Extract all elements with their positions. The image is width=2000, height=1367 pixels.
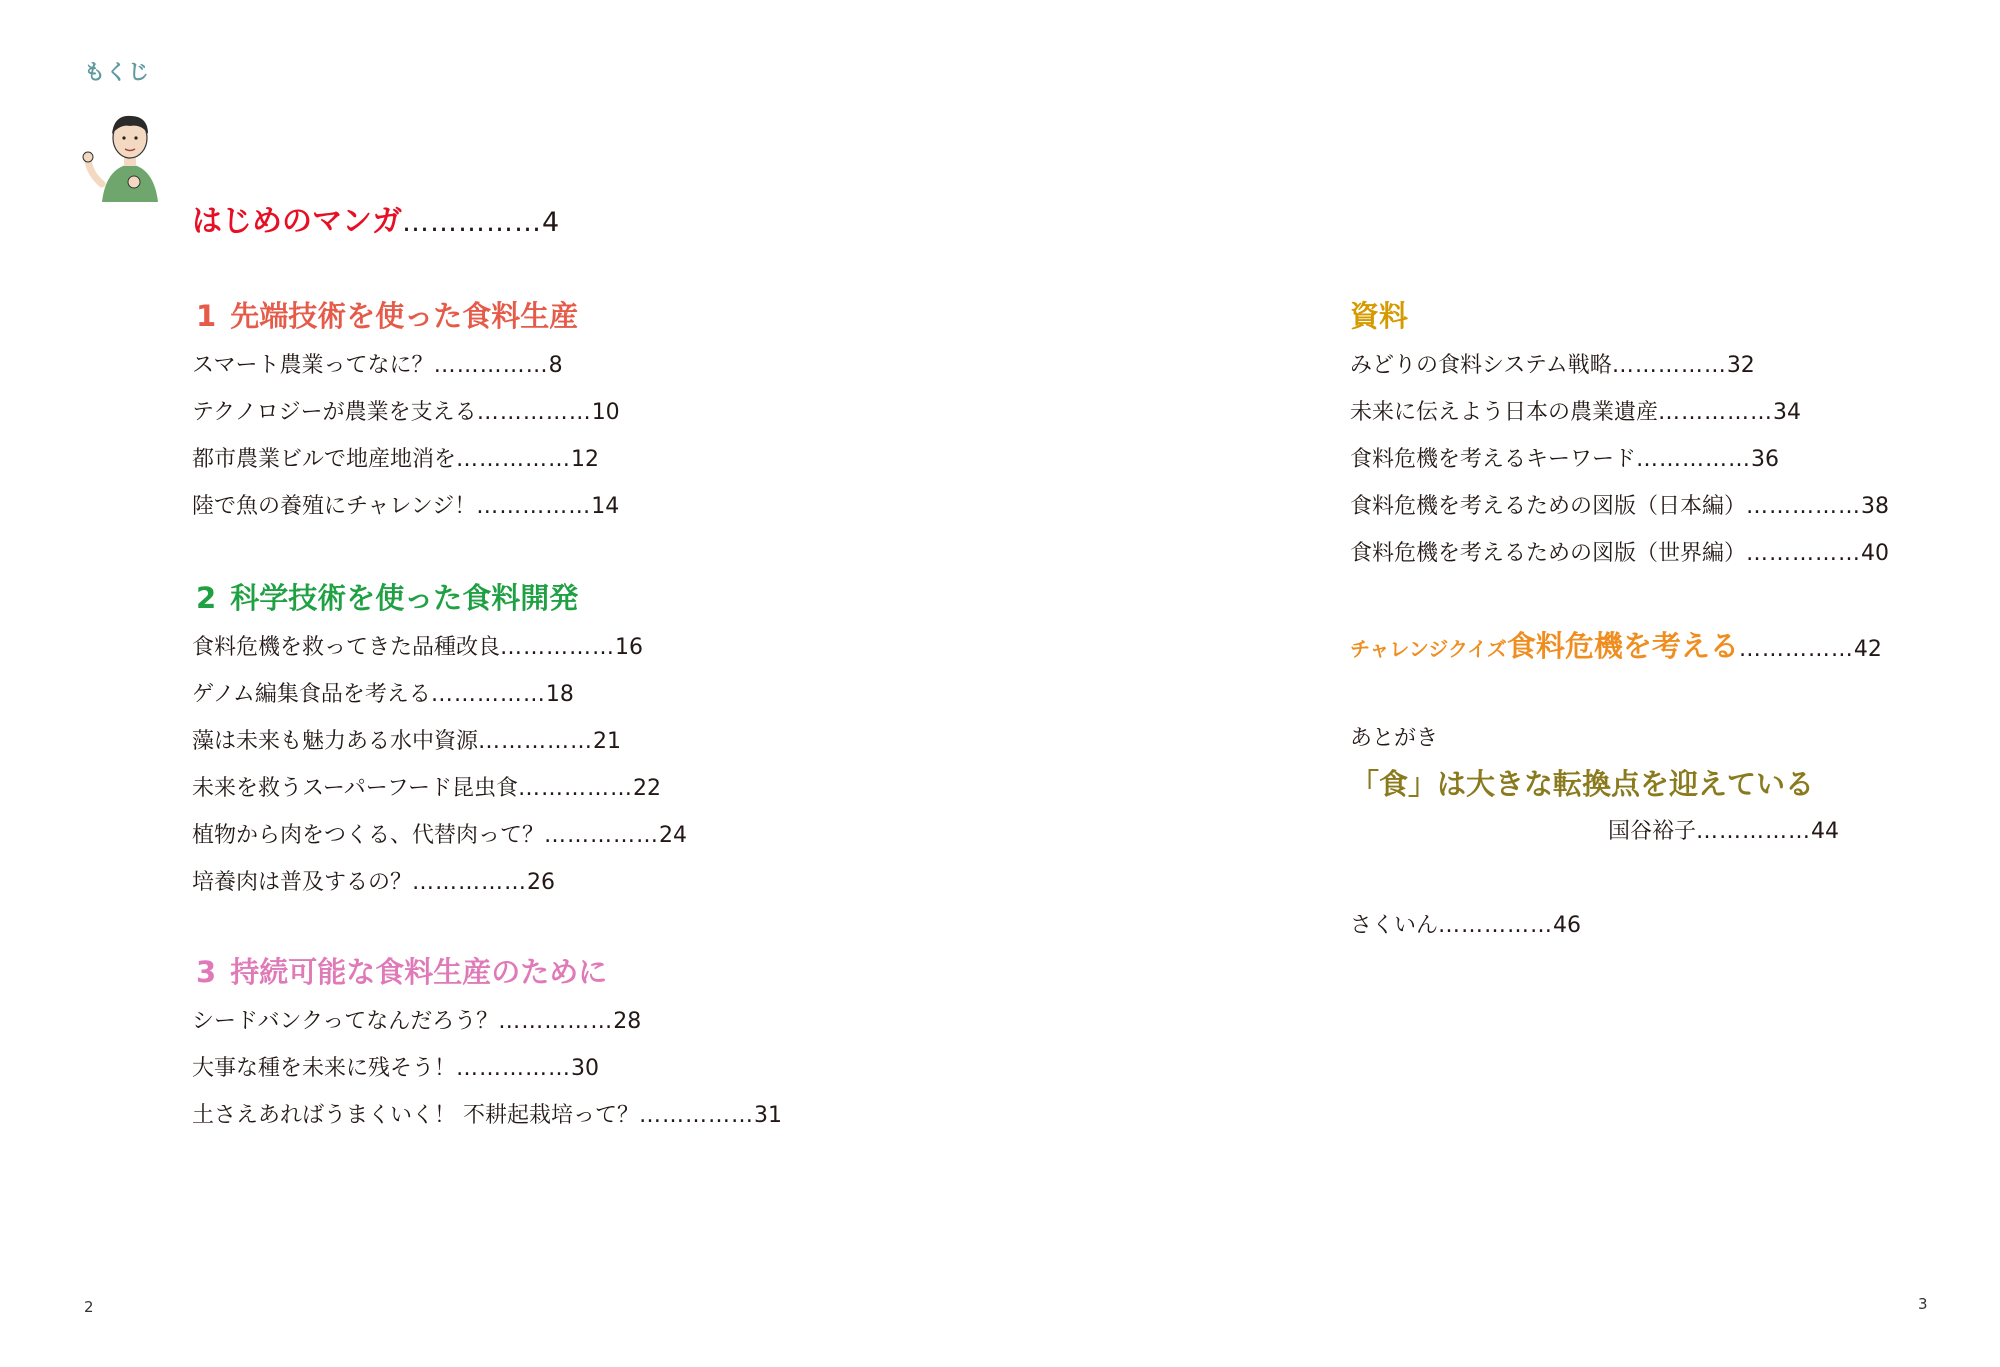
toc-entry[interactable] (1350, 489, 1889, 520)
section-number: 3 (196, 955, 217, 989)
page-ref: 24 (659, 823, 688, 848)
toc-entry[interactable] (192, 1098, 782, 1129)
toc-entry-intro-manga[interactable] (192, 196, 559, 240)
toc-entry[interactable] (1350, 395, 1801, 426)
entry-title: 陸で魚の養殖にチャレンジ！ (192, 494, 477, 519)
leader-dots: …………… (456, 447, 572, 472)
leader-dots: …………… (1696, 819, 1812, 844)
entry-title: 食料危機を考えるキーワード (1350, 447, 1637, 472)
page-ref: 10 (591, 400, 620, 425)
page-ref: 31 (754, 1103, 782, 1128)
toc-entry-quiz[interactable] (1350, 624, 1882, 665)
leader-dots: …………… (500, 635, 616, 660)
page-ref: 32 (1726, 353, 1755, 378)
page-ref: 26 (527, 870, 556, 895)
page-number-right: 3 (1918, 1295, 1928, 1313)
toc-entry[interactable] (192, 489, 619, 520)
entry-title: ゲノム編集食品を考える (192, 682, 431, 707)
toc-entry-afterword-author[interactable] (1608, 814, 1839, 845)
entry-title: テクノロジーが農業を支える (192, 400, 477, 425)
leader-dots: …………… (1611, 353, 1727, 378)
toc-entry[interactable] (192, 724, 621, 755)
entry-title: シードバンクってなんだろう？ (192, 1009, 499, 1034)
entry-title: 食料危機を考えるための図版（日本編） (1350, 494, 1747, 519)
leader-dots: …………… (1636, 447, 1752, 472)
toc-entry[interactable] (192, 1051, 599, 1082)
page-ref: 14 (591, 494, 620, 519)
toc-entry[interactable] (192, 1004, 641, 1035)
entry-title: スマート農業ってなに？ (192, 353, 434, 378)
toc-entry-index[interactable] (1350, 908, 1581, 939)
page-ref: 38 (1861, 494, 1890, 519)
page-ref: 22 (633, 776, 662, 801)
toc-entry[interactable] (192, 630, 643, 661)
toc-entry[interactable] (1350, 348, 1755, 379)
section-number: 1 (196, 299, 217, 333)
page-ref: 4 (542, 207, 560, 238)
section-1-heading (196, 294, 578, 335)
section-title: 持続可能な食料生産のために (230, 955, 608, 989)
page-ref: 28 (613, 1009, 642, 1034)
leader-dots: …………… (433, 353, 549, 378)
quiz-prefix: チャレンジクイズ (1350, 637, 1507, 661)
entry-title: 未来に伝えよう日本の農業遺産 (1350, 400, 1659, 425)
entry-title: 植物から肉をつくる、代替肉って？ (192, 823, 545, 848)
author-name: 国谷裕子 (1608, 819, 1697, 844)
page-ref: 21 (593, 729, 622, 754)
toc-entry[interactable] (192, 865, 555, 896)
leader-dots: …………… (498, 1009, 614, 1034)
page-ref: 12 (571, 447, 600, 472)
toc-entry[interactable] (192, 348, 563, 379)
intro-title: はじめのマンガ (192, 204, 402, 239)
afterword-title[interactable]: 「食」は大きな転換点を迎えている (1350, 767, 1815, 801)
toc-label: もくじ (84, 60, 150, 84)
page-ref: 36 (1751, 447, 1780, 472)
entry-title: 食料危機を救ってきた品種改良 (192, 635, 501, 660)
entry-title: みどりの食料システム戦略 (1350, 353, 1612, 378)
resources-heading: 資料 (1350, 299, 1409, 333)
page-ref: 40 (1861, 541, 1890, 566)
leader-dots: …………… (430, 682, 546, 707)
leader-dots: …………… (518, 776, 634, 801)
leader-dots: …………… (639, 1103, 754, 1128)
leader-dots: …………… (456, 1056, 572, 1081)
leader-dots: …………… (476, 494, 592, 519)
leader-dots: …………… (1438, 913, 1554, 938)
leader-dots: …………… (1738, 637, 1854, 662)
toc-entry[interactable] (192, 818, 687, 849)
page-ref: 34 (1773, 400, 1802, 425)
leader-dots: …………… (544, 823, 660, 848)
toc-entry[interactable] (1350, 536, 1889, 567)
quiz-title: 食料危機を考える (1506, 629, 1739, 663)
entry-title: 大事な種を未来に残そう！ (192, 1056, 457, 1081)
toc-entry[interactable] (192, 395, 620, 426)
section-number: 2 (196, 581, 217, 615)
toc-entry[interactable] (192, 771, 661, 802)
entry-title: さくいん (1350, 913, 1439, 938)
leader-dots: …………… (412, 870, 528, 895)
entry-title: 食料危機を考えるための図版（世界編） (1350, 541, 1747, 566)
page-ref: 42 (1853, 637, 1882, 662)
page-ref: 30 (571, 1056, 600, 1081)
leader-dots: …………… (478, 729, 594, 754)
leader-dots: …………… (402, 207, 542, 238)
leader-dots: …………… (1746, 541, 1862, 566)
page-ref: 44 (1811, 819, 1840, 844)
page-ref: 18 (545, 682, 574, 707)
leader-dots: …………… (1658, 400, 1774, 425)
page-number-left: 2 (84, 1298, 94, 1316)
afterword-label: あとがき (1350, 726, 1439, 751)
page-ref: 46 (1553, 913, 1582, 938)
entry-title: 藻は未来も魅力ある水中資源 (192, 729, 479, 754)
entry-title: 未来を救うスーパーフード昆虫食 (192, 776, 519, 801)
entry-title: 培養肉は普及するの？ (192, 870, 413, 895)
leader-dots: …………… (476, 400, 592, 425)
entry-title: 都市農業ビルで地産地消を (192, 447, 457, 472)
leader-dots: …………… (1746, 494, 1862, 519)
entry-title: 土さえあればうまくいく！ 不耕起栽培って？ (192, 1103, 639, 1128)
section-3-heading (196, 950, 607, 991)
section-2-heading (196, 576, 578, 617)
page-ref: 16 (615, 635, 644, 660)
toc-entry[interactable] (192, 677, 574, 708)
section-title: 科学技術を使った食料開発 (230, 581, 579, 615)
toc-entry[interactable] (192, 442, 599, 473)
section-title: 先端技術を使った食料生産 (230, 299, 579, 333)
toc-entry[interactable] (1350, 442, 1779, 473)
presenter-illustration (80, 104, 180, 204)
page-ref: 8 (548, 353, 563, 378)
